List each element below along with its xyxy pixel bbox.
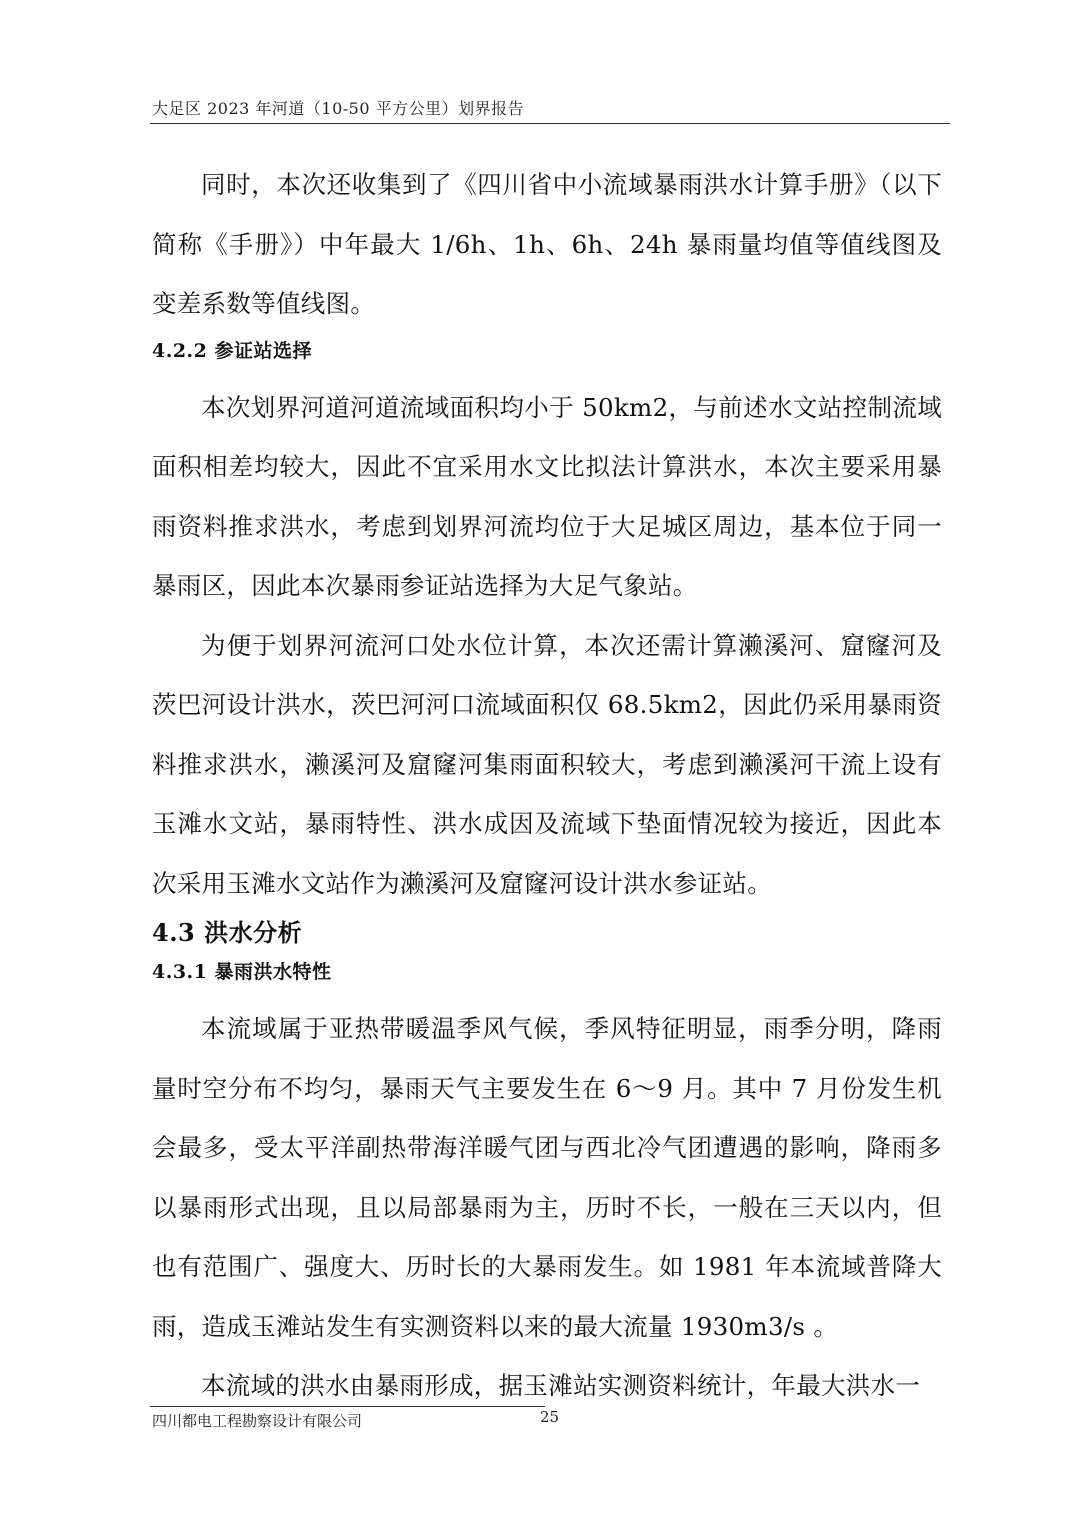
header-divider <box>150 123 950 124</box>
paragraph-reference-station: 本次划界河道河道流域面积均小于 50km2，与前述水文站控制流域面积相差均较大，因此不宜采用水文比拟法计算洪水，本次主要采用暴雨资料推求洪水，考虑到划界河流均位于大足城区周边，基本位于同一暴雨区，因此本次暴雨参证站选择为大足气象站。 <box>152 392 942 600</box>
section-heading-4-3-1: 4.3.1 暴雨洪水特性 <box>152 961 332 983</box>
page-header-title: 大足区 2023 年河道（10-50 平方公里）划界报告 <box>152 99 525 118</box>
paragraph-flood-formation: 本流域的洪水由暴雨形成，据玉滩站实测资料统计，年最大洪水一 <box>201 1371 921 1400</box>
main-content <box>152 155 942 1416</box>
paragraph-collected-manual: 同时，本次还收集到了《四川省中小流域暴雨洪水计算手册》（以下简称《手册》）中年最大 1/6h、1h、6h、24h 暴雨量均值等值线图及变差系数等值线图。 <box>152 170 942 318</box>
footer-company-name: 四川都电工程勘察设计有限公司 <box>152 1412 363 1430</box>
page-number: 25 <box>540 1408 560 1426</box>
footer-divider <box>150 1406 545 1407</box>
paragraph-river-mouth-calculation: 为便于划界河流河口处水位计算，本次还需计算濑溪河、窟窿河及茨巴河设计洪水，茨巴河河口流域面积仅 68.5km2，因此仍采用暴雨资料推求洪水，濑溪河及窟窿河集雨面积较大，考虑到濑溪河干流上设有玉滩水文站，暴雨特性、洪水成因及流域下垫面情况较为接近，因此本次采用玉滩水文站作为濑溪河及窟窿河设计洪水参证站。 <box>152 630 942 898</box>
section-heading-4-3: 4.3 洪水分析 <box>152 918 303 947</box>
section-heading-4-2-2: 4.2.2 参证站选择 <box>152 339 313 362</box>
paragraph-rainstorm-characteristics: 本流域属于亚热带暖温季风气候，季风特征明显，雨季分明，降雨量时空分布不均匀，暴雨天气主要发生在 6～9 月。其中 7 月份发生机会最多，受太平洋副热带海洋暖气团与西北冷气团遭遇的影响，降雨多以暴雨形式出现，且以局部暴雨为主，历时不长，一般在三天以内，但也有范围广、强度大、历时长的大暴雨发生。如 1981 年本流域普降大雨，造成玉滩站发生有实测资料以来的最大流量 1930m3/s 。 <box>152 1014 942 1341</box>
